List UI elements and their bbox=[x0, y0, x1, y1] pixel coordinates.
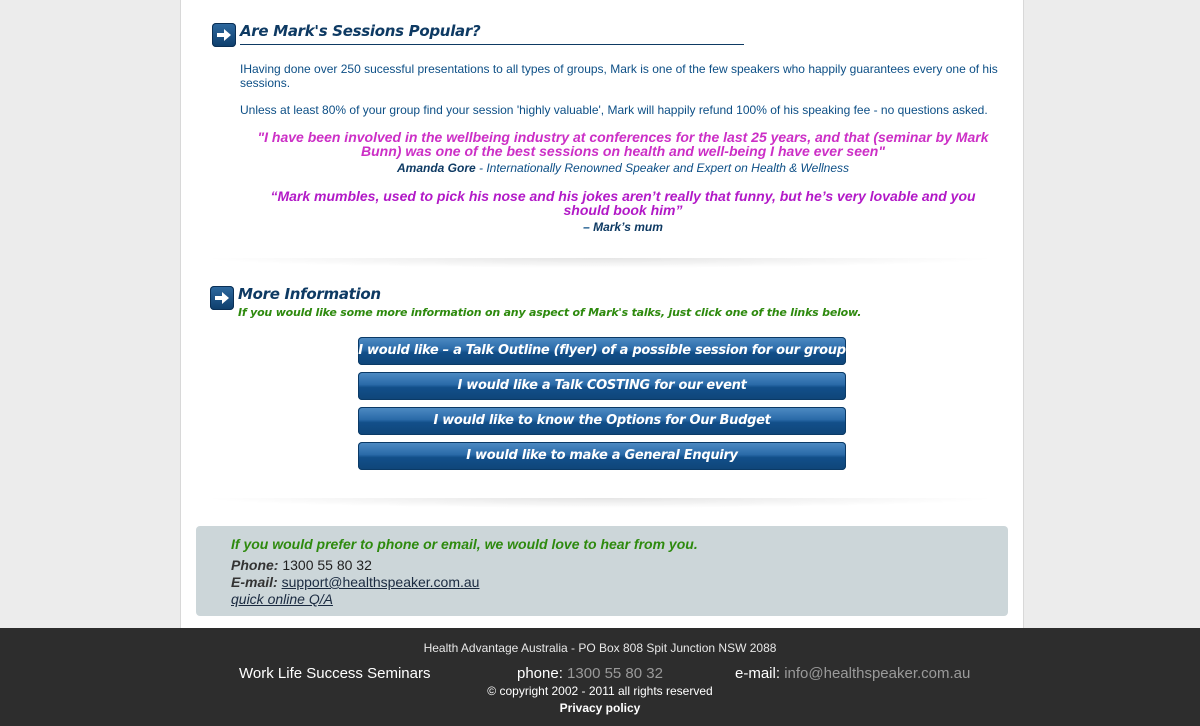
general-enquiry-button[interactable]: I would like to make a General Enquiry bbox=[358, 442, 846, 470]
arrow-right-icon bbox=[212, 23, 236, 47]
footer-phone-number: 1300 55 80 32 bbox=[567, 665, 663, 682]
support-email-link[interactable]: support@healthspeaker.com.au bbox=[281, 574, 480, 590]
testimonial-quote-2: “Mark mumbles, used to pick his nose and his jokes aren’t really that funny, but he’s very lovable and you should book him” bbox=[270, 188, 976, 218]
footer-phone-label: phone: bbox=[517, 665, 568, 682]
contact-qa-line bbox=[231, 591, 333, 607]
footer-copyright: © copyright 2002 - 2011 all rights reserved bbox=[487, 684, 713, 698]
online-qa-link[interactable]: quick online Q/A bbox=[231, 591, 333, 607]
privacy-policy-link[interactable]: Privacy policy bbox=[559, 701, 641, 715]
testimonial-author-1: Amanda Gore bbox=[396, 161, 476, 175]
testimonial-quote-1: "I have been involved in the wellbeing industry at conferences for the last 25 years, and that (seminar by Mark Bunn) was one of the best sessions on health and well-being I have ever seen" bbox=[257, 129, 989, 159]
title-underline bbox=[240, 44, 744, 45]
testimonial-role-1: - Internationally Renowned Speaker and Expert on Health & Wellness bbox=[475, 161, 849, 175]
footer-address: Health Advantage Australia - PO Box 808 Spit Junction NSW 2088 bbox=[423, 641, 777, 655]
testimonial-cite-1 bbox=[240, 161, 1006, 175]
footer-phone bbox=[517, 665, 663, 682]
site-footer bbox=[0, 628, 1200, 726]
contact-phone-line bbox=[231, 557, 372, 573]
testimonial-cite-2 bbox=[240, 220, 1006, 234]
footer-brand: Work Life Success Seminars bbox=[239, 665, 431, 682]
footer-email-label: e-mail: bbox=[735, 665, 785, 682]
more-info-title: More Information bbox=[238, 285, 381, 303]
footer-email-link[interactable]: info@healthspeaker.com.au bbox=[784, 665, 971, 682]
footer-email bbox=[735, 665, 970, 682]
talk-outline-button[interactable]: I would like – a Talk Outline (flyer) of a possible session for our group bbox=[358, 337, 846, 365]
talk-costing-button[interactable]: I would like a Talk COSTING for our event bbox=[358, 372, 846, 400]
more-info-subtitle: If you would like some more information on any aspect of Mark's talks, just click one of the links below. bbox=[238, 306, 862, 319]
contact-box bbox=[196, 526, 1008, 616]
budget-options-button[interactable]: I would like to know the Options for Our Budget bbox=[358, 407, 846, 435]
arrow-right-icon bbox=[210, 286, 234, 310]
email-label: E-mail: bbox=[231, 574, 278, 590]
contact-heading: If you would prefer to phone or email, we would love to hear from you. bbox=[231, 536, 698, 552]
popular-paragraph-2: Unless at least 80% of your group find your session 'highly valuable', Mark will happily refund 100% of his speaking fee - no questions asked. bbox=[240, 103, 988, 117]
popular-section-title: Are Mark's Sessions Popular? bbox=[240, 22, 481, 40]
testimonial-author-2: Mark’s mum bbox=[593, 220, 663, 234]
phone-label: Phone: bbox=[231, 557, 279, 573]
testimonial-dash-2: – bbox=[583, 220, 594, 234]
phone-number: 1300 55 80 32 bbox=[282, 557, 372, 573]
popular-paragraph-1: IHaving done over 250 sucessful presentations to all types of groups, Mark is one of the few speakers who happily guarantees every one of his sessions. bbox=[240, 62, 998, 90]
contact-email-line bbox=[231, 574, 479, 590]
section-divider bbox=[200, 498, 1000, 508]
section-divider bbox=[200, 258, 1000, 268]
